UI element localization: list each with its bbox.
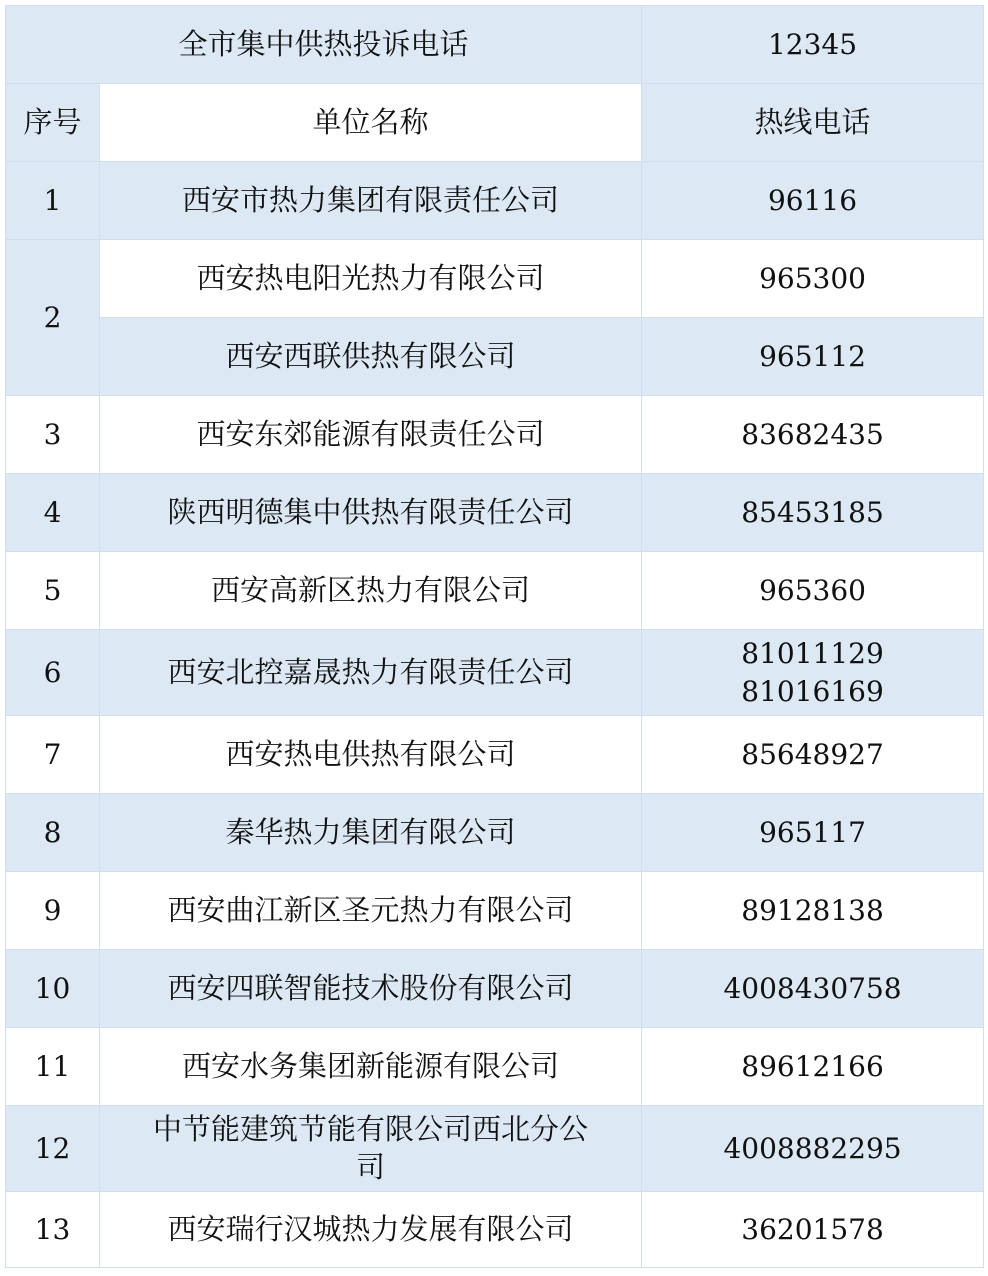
row-company-name: 西安西联供热有限公司	[100, 318, 642, 396]
row-index: 5	[6, 552, 100, 630]
table-row	[6, 318, 984, 396]
row-phone: 965112	[642, 318, 984, 396]
row-phone: 4008882295	[642, 1106, 984, 1192]
row-index: 6	[6, 630, 100, 716]
table-row	[6, 872, 984, 950]
row-phone: 36201578	[642, 1192, 984, 1268]
row-company-name: 西安高新区热力有限公司	[100, 552, 642, 630]
table-row	[6, 1028, 984, 1106]
col-header-hotline: 热线电话	[642, 84, 984, 162]
complaint-row	[6, 6, 984, 84]
row-index: 10	[6, 950, 100, 1028]
row-company-name: 西安曲江新区圣元热力有限公司	[100, 872, 642, 950]
row-phone: 965360	[642, 552, 984, 630]
row-phone: 81011129	[741, 636, 884, 670]
table-row	[6, 240, 984, 318]
row-index: 7	[6, 716, 100, 794]
table-row	[6, 1106, 984, 1192]
row-company-name: 西安东郊能源有限责任公司	[100, 396, 642, 474]
row-company-name: 西安市热力集团有限责任公司	[100, 162, 642, 240]
row-index: 12	[6, 1106, 100, 1192]
table-row	[6, 630, 984, 716]
row-company-name: 西安四联智能技术股份有限公司	[100, 950, 642, 1028]
row-company-name: 西安北控嘉晟热力有限责任公司	[100, 630, 642, 716]
table-row	[6, 396, 984, 474]
row-company-name: 西安热电供热有限公司	[100, 716, 642, 794]
table-row	[6, 474, 984, 552]
hotline-table-container	[5, 5, 983, 1268]
row-phone: 83682435	[642, 396, 984, 474]
header-row	[6, 84, 984, 162]
row-index: 13	[6, 1192, 100, 1268]
row-phone: 89612166	[642, 1028, 984, 1106]
table-row	[6, 950, 984, 1028]
row-phone-cell	[642, 630, 984, 716]
row-phone: 965300	[642, 240, 984, 318]
row-company-name: 秦华热力集团有限公司	[100, 794, 642, 872]
row-index: 8	[6, 794, 100, 872]
row-phone: 85453185	[642, 474, 984, 552]
row-index: 3	[6, 396, 100, 474]
row-index: 9	[6, 872, 100, 950]
hotline-table	[5, 5, 984, 1268]
row-phone: 85648927	[642, 716, 984, 794]
table-row	[6, 716, 984, 794]
row-company-name-continued: 司	[356, 1149, 386, 1184]
complaint-phone: 12345	[642, 6, 984, 84]
col-header-index: 序号	[6, 84, 100, 162]
row-company-name: 西安热电阳光热力有限公司	[100, 240, 642, 318]
row-phone-secondary: 81016169	[741, 674, 884, 708]
row-company-name: 中节能建筑节能有限公司西北分公	[153, 1111, 589, 1146]
col-header-name: 单位名称	[100, 84, 642, 162]
row-index: 11	[6, 1028, 100, 1106]
row-phone: 965117	[642, 794, 984, 872]
table-row	[6, 794, 984, 872]
row-index: 2	[6, 240, 100, 396]
row-index: 4	[6, 474, 100, 552]
row-phone: 89128138	[642, 872, 984, 950]
row-company-name: 西安瑞行汉城热力发展有限公司	[100, 1192, 642, 1268]
row-company-name: 陕西明德集中供热有限责任公司	[100, 474, 642, 552]
row-phone: 96116	[642, 162, 984, 240]
row-company-name-cell	[100, 1106, 642, 1192]
row-company-name: 西安水务集团新能源有限公司	[100, 1028, 642, 1106]
complaint-title: 全市集中供热投诉电话	[6, 6, 642, 84]
table-row	[6, 552, 984, 630]
row-index: 1	[6, 162, 100, 240]
table-row	[6, 162, 984, 240]
table-row	[6, 1192, 984, 1268]
row-phone: 4008430758	[642, 950, 984, 1028]
